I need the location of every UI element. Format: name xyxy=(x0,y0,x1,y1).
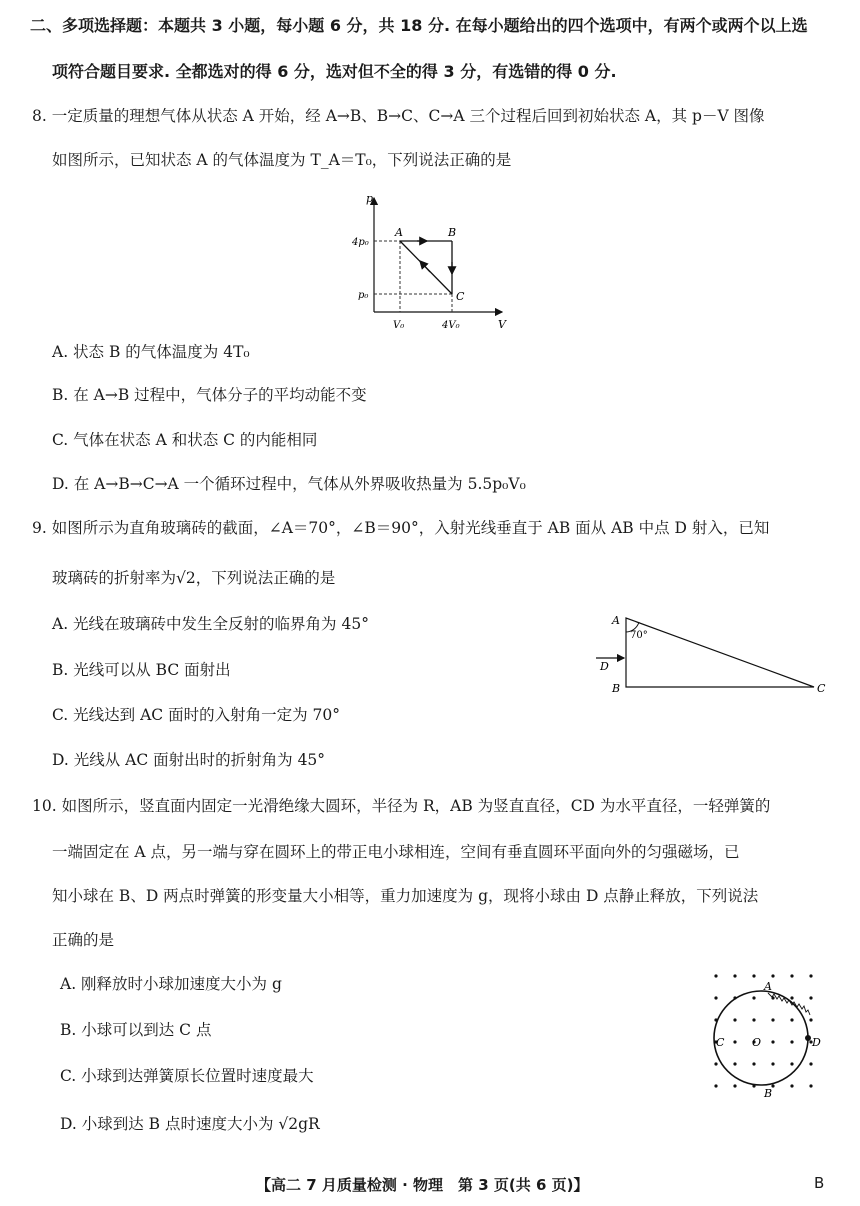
q10-ball xyxy=(805,1035,811,1041)
q10-option-b: B. 小球可以到达 C 点 xyxy=(60,1021,212,1039)
q8-point-c: C xyxy=(456,290,465,303)
q9-stem-line2: 玻璃砖的折射率为√2，下列说法正确的是 xyxy=(52,569,336,587)
q8-tick-p0: p₀ xyxy=(358,290,369,301)
section-heading-line1: 二、多项选择题：本题共 3 小题，每小题 6 分，共 18 分. 在每小题给出的四个选项中，有两个或两个以上选 xyxy=(30,16,808,35)
q10-option-d: D. 小球到达 B 点时速度大小为 √2gR xyxy=(60,1115,320,1133)
field-dot xyxy=(752,1062,755,1065)
field-dot xyxy=(790,1040,793,1043)
q8-stem-line1: 8. 一定质量的理想气体从状态 A 开始，经 A→B、B→C、C→A 三个过程后回到初始状态 A，其 p－V 图像 xyxy=(32,107,765,125)
q9-option-c: C. 光线达到 AC 面时的入射角一定为 70° xyxy=(52,706,340,724)
field-dot xyxy=(809,974,812,977)
field-dot xyxy=(714,1062,717,1065)
field-dot xyxy=(809,996,812,999)
q8-option-c: C. 气体在状态 A 和状态 C 的内能相同 xyxy=(52,431,318,449)
q9-option-a: A. 光线在玻璃砖中发生全反射的临界角为 45° xyxy=(52,615,369,633)
q8-tick-v0: V₀ xyxy=(393,320,405,331)
section-heading-line2: 项符合题目要求. 全都选对的得 6 分，选对但不全的得 3 分，有选错的得 0 分. xyxy=(52,62,617,81)
field-dot xyxy=(752,974,755,977)
field-dot xyxy=(733,1084,736,1087)
field-dot xyxy=(790,1018,793,1021)
q10-option-a: A. 刚释放时小球加速度大小为 g xyxy=(60,975,282,993)
q9-vertex-b: B xyxy=(612,682,621,695)
q8-tick-4p0: 4p₀ xyxy=(352,237,369,248)
q9-vertex-a: A xyxy=(612,614,620,627)
field-dot xyxy=(733,974,736,977)
field-dot xyxy=(809,1062,812,1065)
q9-prism-shape xyxy=(626,618,814,687)
q10-ring-diagram xyxy=(706,966,834,1100)
field-dot xyxy=(771,1018,774,1021)
q10-stem-line2: 一端固定在 A 点，另一端与穿在圆环上的带正电小球相连，空间有垂直圆环平面向外的匀强磁场，已 xyxy=(52,843,740,861)
field-dot xyxy=(809,1084,812,1087)
q8-point-b: B xyxy=(448,226,457,239)
q10-stem-line1: 10. 如图所示，竖直面内固定一光滑绝缘大圆环，半径为 R，AB 为竖直直径，CD 为水平直径，一轻弹簧的 xyxy=(32,797,771,815)
q10-point-d: D xyxy=(812,1036,821,1049)
q8-pv-diagram xyxy=(352,190,512,335)
q10-option-c: C. 小球到达弹簧原长位置时速度最大 xyxy=(60,1067,314,1085)
q9-stem-line1: 9. 如图所示为直角玻璃砖的截面，∠A＝70°，∠B＝90°，入射光线垂直于 AB 面从 AB 中点 D 射入，已知 xyxy=(32,519,770,537)
field-dot xyxy=(714,974,717,977)
q10-point-c: C xyxy=(716,1036,725,1049)
field-dot xyxy=(733,1062,736,1065)
page-footer: 【高二 7 月质量检测 · 物理 第 3 页(共 6 页)】 xyxy=(256,1176,589,1194)
paper-version: B xyxy=(814,1174,825,1192)
field-dot xyxy=(771,1062,774,1065)
q8-option-a: A. 状态 B 的气体温度为 4T₀ xyxy=(52,343,250,361)
q9-angle-label: 70° xyxy=(630,630,648,641)
q8-stem-line2: 如图所示，已知状态 A 的气体温度为 T_A＝T₀，下列说法正确的是 xyxy=(52,151,512,169)
q10-center-o: O xyxy=(752,1036,762,1049)
q9-vertex-c: C xyxy=(817,682,826,695)
q9-option-d: D. 光线从 AC 面射出时的折射角为 45° xyxy=(52,751,326,769)
field-dot xyxy=(790,1084,793,1087)
q10-point-b: B xyxy=(764,1087,773,1100)
q10-point-a: A xyxy=(764,980,772,993)
q9-option-b: B. 光线可以从 BC 面射出 xyxy=(52,661,231,679)
q8-point-a: A xyxy=(395,226,403,239)
q8-option-d: D. 在 A→B→C→A 一个循环过程中，气体从外界吸收热量为 5.5p₀V₀ xyxy=(52,475,526,493)
field-dot xyxy=(733,1018,736,1021)
q10-stem-line3: 知小球在 B、D 两点时弹簧的形变量大小相等，重力加速度为 g，现将小球由 D 点静止释放，下列说法 xyxy=(52,887,759,905)
field-dot xyxy=(809,1018,812,1021)
field-dot xyxy=(790,996,793,999)
field-dot xyxy=(752,1018,755,1021)
q9-prism-diagram xyxy=(592,610,832,700)
q8-option-b: B. 在 A→B 过程中，气体分子的平均动能不变 xyxy=(52,386,367,404)
field-dot xyxy=(714,1084,717,1087)
q8-tick-4v0: 4V₀ xyxy=(442,320,460,331)
q10-spring xyxy=(768,993,810,1015)
field-dot xyxy=(790,974,793,977)
q9-point-d: D xyxy=(600,660,609,673)
q8-axis-p-label: p xyxy=(366,192,374,205)
field-dot xyxy=(771,974,774,977)
field-dot xyxy=(790,1062,793,1065)
field-dot xyxy=(733,1040,736,1043)
field-dot xyxy=(771,1040,774,1043)
field-dot xyxy=(752,996,755,999)
q8-axis-v-label: V xyxy=(498,318,506,331)
q10-stem-line4: 正确的是 xyxy=(52,931,115,949)
field-dot xyxy=(714,996,717,999)
